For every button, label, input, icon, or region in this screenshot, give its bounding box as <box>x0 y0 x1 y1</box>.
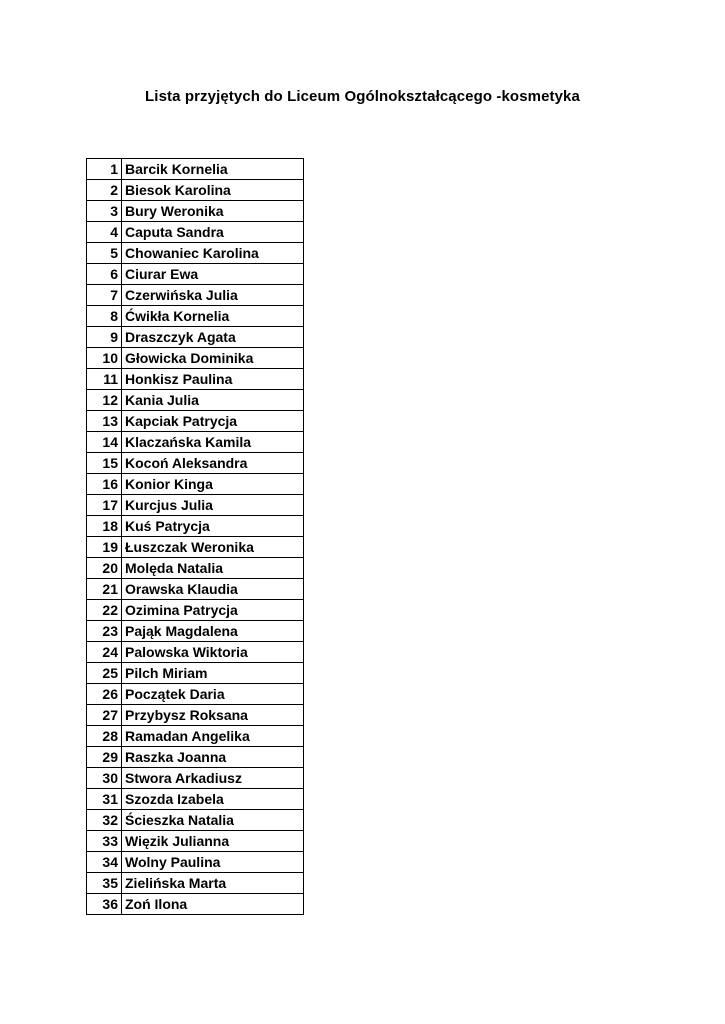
table-row <box>87 390 304 411</box>
student-name: Szozda Izabela <box>122 789 304 810</box>
student-name: Stwora Arkadiusz <box>122 768 304 789</box>
row-number: 10 <box>87 348 122 369</box>
row-number: 18 <box>87 516 122 537</box>
row-number: 35 <box>87 873 122 894</box>
student-name: Czerwińska Julia <box>122 285 304 306</box>
row-number: 21 <box>87 579 122 600</box>
student-name: Kurcjus Julia <box>122 495 304 516</box>
row-number: 28 <box>87 726 122 747</box>
table-row <box>87 600 304 621</box>
student-name: Ramadan Angelika <box>122 726 304 747</box>
table-row <box>87 894 304 915</box>
student-name: Bury Weronika <box>122 201 304 222</box>
student-name: Ćwikła Kornelia <box>122 306 304 327</box>
row-number: 4 <box>87 222 122 243</box>
student-name: Pająk Magdalena <box>122 621 304 642</box>
row-number: 27 <box>87 705 122 726</box>
student-name: Ścieszka Natalia <box>122 810 304 831</box>
student-name: Klaczańska Kamila <box>122 432 304 453</box>
table-row <box>87 432 304 453</box>
student-name: Wolny Paulina <box>122 852 304 873</box>
row-number: 11 <box>87 369 122 390</box>
student-name: Honkisz Paulina <box>122 369 304 390</box>
table-row <box>87 495 304 516</box>
table-row <box>87 537 304 558</box>
table-row <box>87 285 304 306</box>
student-name: Kania Julia <box>122 390 304 411</box>
student-name: Głowicka Dominika <box>122 348 304 369</box>
table-row <box>87 831 304 852</box>
table-row <box>87 621 304 642</box>
student-name: Caputa Sandra <box>122 222 304 243</box>
row-number: 26 <box>87 684 122 705</box>
row-number: 19 <box>87 537 122 558</box>
table-row <box>87 243 304 264</box>
admitted-students-table <box>86 158 304 915</box>
table-row <box>87 852 304 873</box>
student-name: Łuszczak Weronika <box>122 537 304 558</box>
row-number: 8 <box>87 306 122 327</box>
row-number: 16 <box>87 474 122 495</box>
table-row <box>87 264 304 285</box>
row-number: 23 <box>87 621 122 642</box>
table-row <box>87 747 304 768</box>
row-number: 20 <box>87 558 122 579</box>
table-row <box>87 726 304 747</box>
table-row <box>87 306 304 327</box>
table-row <box>87 201 304 222</box>
student-name: Barcik Kornelia <box>122 159 304 180</box>
table-row <box>87 558 304 579</box>
student-name: Chowaniec Karolina <box>122 243 304 264</box>
row-number: 7 <box>87 285 122 306</box>
row-number: 3 <box>87 201 122 222</box>
row-number: 34 <box>87 852 122 873</box>
row-number: 14 <box>87 432 122 453</box>
table-row <box>87 327 304 348</box>
student-name: Biesok Karolina <box>122 180 304 201</box>
row-number: 17 <box>87 495 122 516</box>
student-name: Zielińska Marta <box>122 873 304 894</box>
student-name: Ozimina Patrycja <box>122 600 304 621</box>
table-row <box>87 810 304 831</box>
row-number: 25 <box>87 663 122 684</box>
student-name: Pilch Miriam <box>122 663 304 684</box>
row-number: 15 <box>87 453 122 474</box>
student-name: Raszka Joanna <box>122 747 304 768</box>
row-number: 31 <box>87 789 122 810</box>
student-name: Draszczyk Agata <box>122 327 304 348</box>
student-name: Kocoń Aleksandra <box>122 453 304 474</box>
student-name: Kuś Patrycja <box>122 516 304 537</box>
row-number: 2 <box>87 180 122 201</box>
table-row <box>87 873 304 894</box>
student-name: Przybysz Roksana <box>122 705 304 726</box>
row-number: 29 <box>87 747 122 768</box>
table-row <box>87 180 304 201</box>
student-name: Ciurar Ewa <box>122 264 304 285</box>
table-row <box>87 348 304 369</box>
row-number: 22 <box>87 600 122 621</box>
row-number: 24 <box>87 642 122 663</box>
table-row <box>87 663 304 684</box>
table-row <box>87 789 304 810</box>
student-name: Palowska Wiktoria <box>122 642 304 663</box>
table-row <box>87 642 304 663</box>
student-name: Kapciak Patrycja <box>122 411 304 432</box>
table-row <box>87 474 304 495</box>
document-title: Lista przyjętych do Liceum Ogólnokształcącego -kosmetyka <box>145 88 580 105</box>
row-number: 32 <box>87 810 122 831</box>
row-number: 36 <box>87 894 122 915</box>
row-number: 30 <box>87 768 122 789</box>
table-row <box>87 684 304 705</box>
student-name: Orawska Klaudia <box>122 579 304 600</box>
row-number: 6 <box>87 264 122 285</box>
table-row <box>87 369 304 390</box>
row-number: 12 <box>87 390 122 411</box>
row-number: 5 <box>87 243 122 264</box>
table-row <box>87 516 304 537</box>
table-row <box>87 705 304 726</box>
row-number: 9 <box>87 327 122 348</box>
table-row <box>87 453 304 474</box>
row-number: 33 <box>87 831 122 852</box>
row-number: 1 <box>87 159 122 180</box>
table-row <box>87 768 304 789</box>
table-row <box>87 411 304 432</box>
student-name: Molęda Natalia <box>122 558 304 579</box>
table-row <box>87 579 304 600</box>
row-number: 13 <box>87 411 122 432</box>
student-name: Początek Daria <box>122 684 304 705</box>
student-name: Zoń Ilona <box>122 894 304 915</box>
admitted-students-table-body <box>87 159 304 915</box>
student-name: Konior Kinga <box>122 474 304 495</box>
table-row <box>87 222 304 243</box>
table-row <box>87 159 304 180</box>
student-name: Więzik Julianna <box>122 831 304 852</box>
